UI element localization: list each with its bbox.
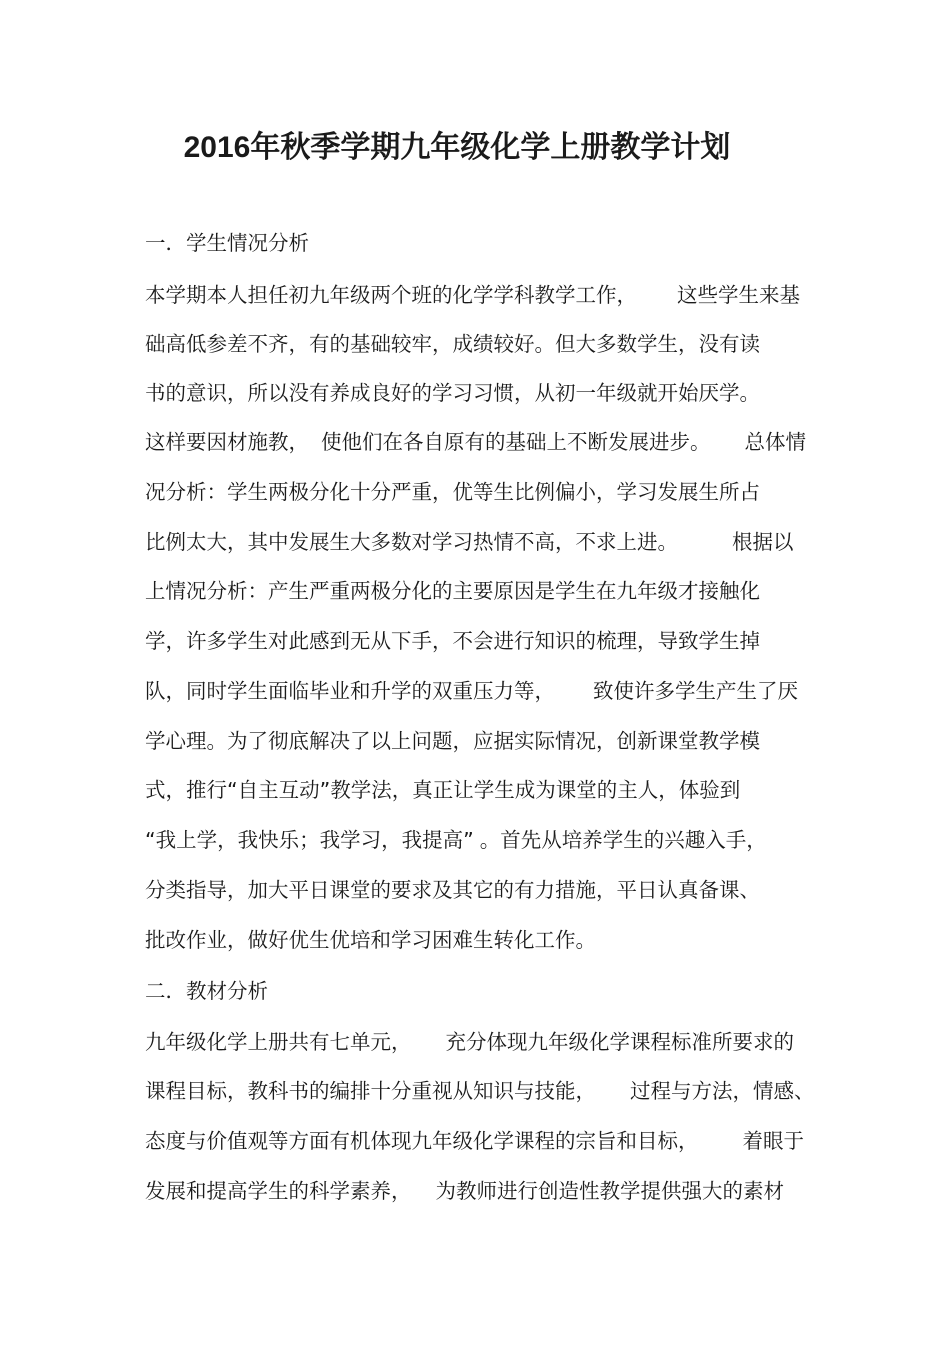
section-heading-textbook-analysis: 二．教材分析	[145, 979, 268, 1003]
paragraph-line	[145, 926, 596, 954]
paragraph-line	[145, 826, 767, 854]
text-run: “我上学，我快乐；我学习，我提高”	[145, 828, 474, 852]
text-run: 队，同时学生面临毕业和升学的双重压力等，	[145, 679, 555, 703]
paragraph-line	[145, 379, 760, 407]
text-run: 九年级化学上册共有七单元，	[145, 1030, 412, 1054]
paragraph-line	[145, 677, 798, 705]
paragraph-line	[145, 281, 800, 309]
title-text: 年秋季学期九年级化学上册教学计划	[250, 130, 731, 165]
paragraph-line	[145, 1077, 815, 1105]
text-run: 致使许多学生产生了厌	[593, 679, 798, 703]
paragraph-line	[145, 330, 760, 358]
paragraph-line	[145, 478, 760, 506]
text-run: 学，许多学生对此感到无从下手，不会进行知识的梳理，导致学生掉	[145, 629, 760, 653]
text-run: 书的意识，所以没有养成良好的学习习惯，从初一年级就开始厌学。	[145, 381, 760, 405]
paragraph-line	[145, 528, 794, 556]
text-run: 况分析：学生两极分化十分严重，优等生比例偏小，学习发展生所占	[145, 480, 760, 504]
text-run: 为教师进行创造性教学提供强大的素材	[435, 1179, 784, 1203]
text-run: 本学期本人担任初九年级两个班的化学学科教学工作，	[145, 283, 637, 307]
text-run: 式，推行“自主互动”教学法，真正让学生成为课堂的主人，体验到	[145, 778, 741, 802]
text-run: 总体情	[744, 430, 806, 454]
text-run: 发展和提高学生的科学素养，	[145, 1179, 412, 1203]
text-run: 比例太大，其中发展生大多数对学习热情不高，不求上进。	[145, 530, 678, 554]
paragraph-line	[145, 1028, 794, 1056]
text-run: 着眼于	[742, 1129, 804, 1153]
paragraph-line	[145, 1177, 784, 1205]
paragraph-line	[145, 727, 760, 755]
title-year: 2016	[183, 131, 251, 164]
section-heading-student-analysis: 一．学生情况分析	[145, 231, 309, 255]
text-run: 批改作业，做好优生优培和学习困难生转化工作。	[145, 928, 596, 952]
text-run: 充分体现九年级化学课程标准所要求的	[445, 1030, 794, 1054]
text-run: 分类指导，加大平日课堂的要求及其它的有力措施，平日认真备课、	[145, 878, 760, 902]
text-run: 上情况分析：产生严重两极分化的主要原因是学生在九年级才接触化	[145, 579, 760, 603]
paragraph-line	[145, 577, 760, 605]
paragraph-line	[145, 876, 760, 904]
text-run: 过程与方法，情感、	[630, 1079, 815, 1103]
text-run: 根据以	[732, 530, 794, 554]
paragraph-line	[145, 428, 806, 456]
paragraph-line	[145, 627, 760, 655]
text-run: 础高低参差不齐，有的基础较牢，成绩较好。但大多数学生，没有读	[145, 332, 760, 356]
document-title	[0, 128, 914, 168]
text-run: 这样要因材施教，	[145, 430, 309, 454]
text-run: 课程目标，教科书的编排十分重视从知识与技能，	[145, 1079, 596, 1103]
text-run: 。首先从培养学生的兴趣入手，	[479, 828, 767, 852]
text-run: 学心理。为了彻底解决了以上问题，应据实际情况，创新课堂教学模	[145, 729, 760, 753]
paragraph-line	[145, 776, 740, 804]
text-run: 态度与价值观等方面有机体现九年级化学课程的宗旨和目标，	[145, 1129, 699, 1153]
paragraph-line	[145, 1127, 804, 1155]
text-run: 使他们在各自原有的基础上不断发展进步。	[321, 430, 711, 454]
text-run: 这些学生来基	[677, 283, 800, 307]
